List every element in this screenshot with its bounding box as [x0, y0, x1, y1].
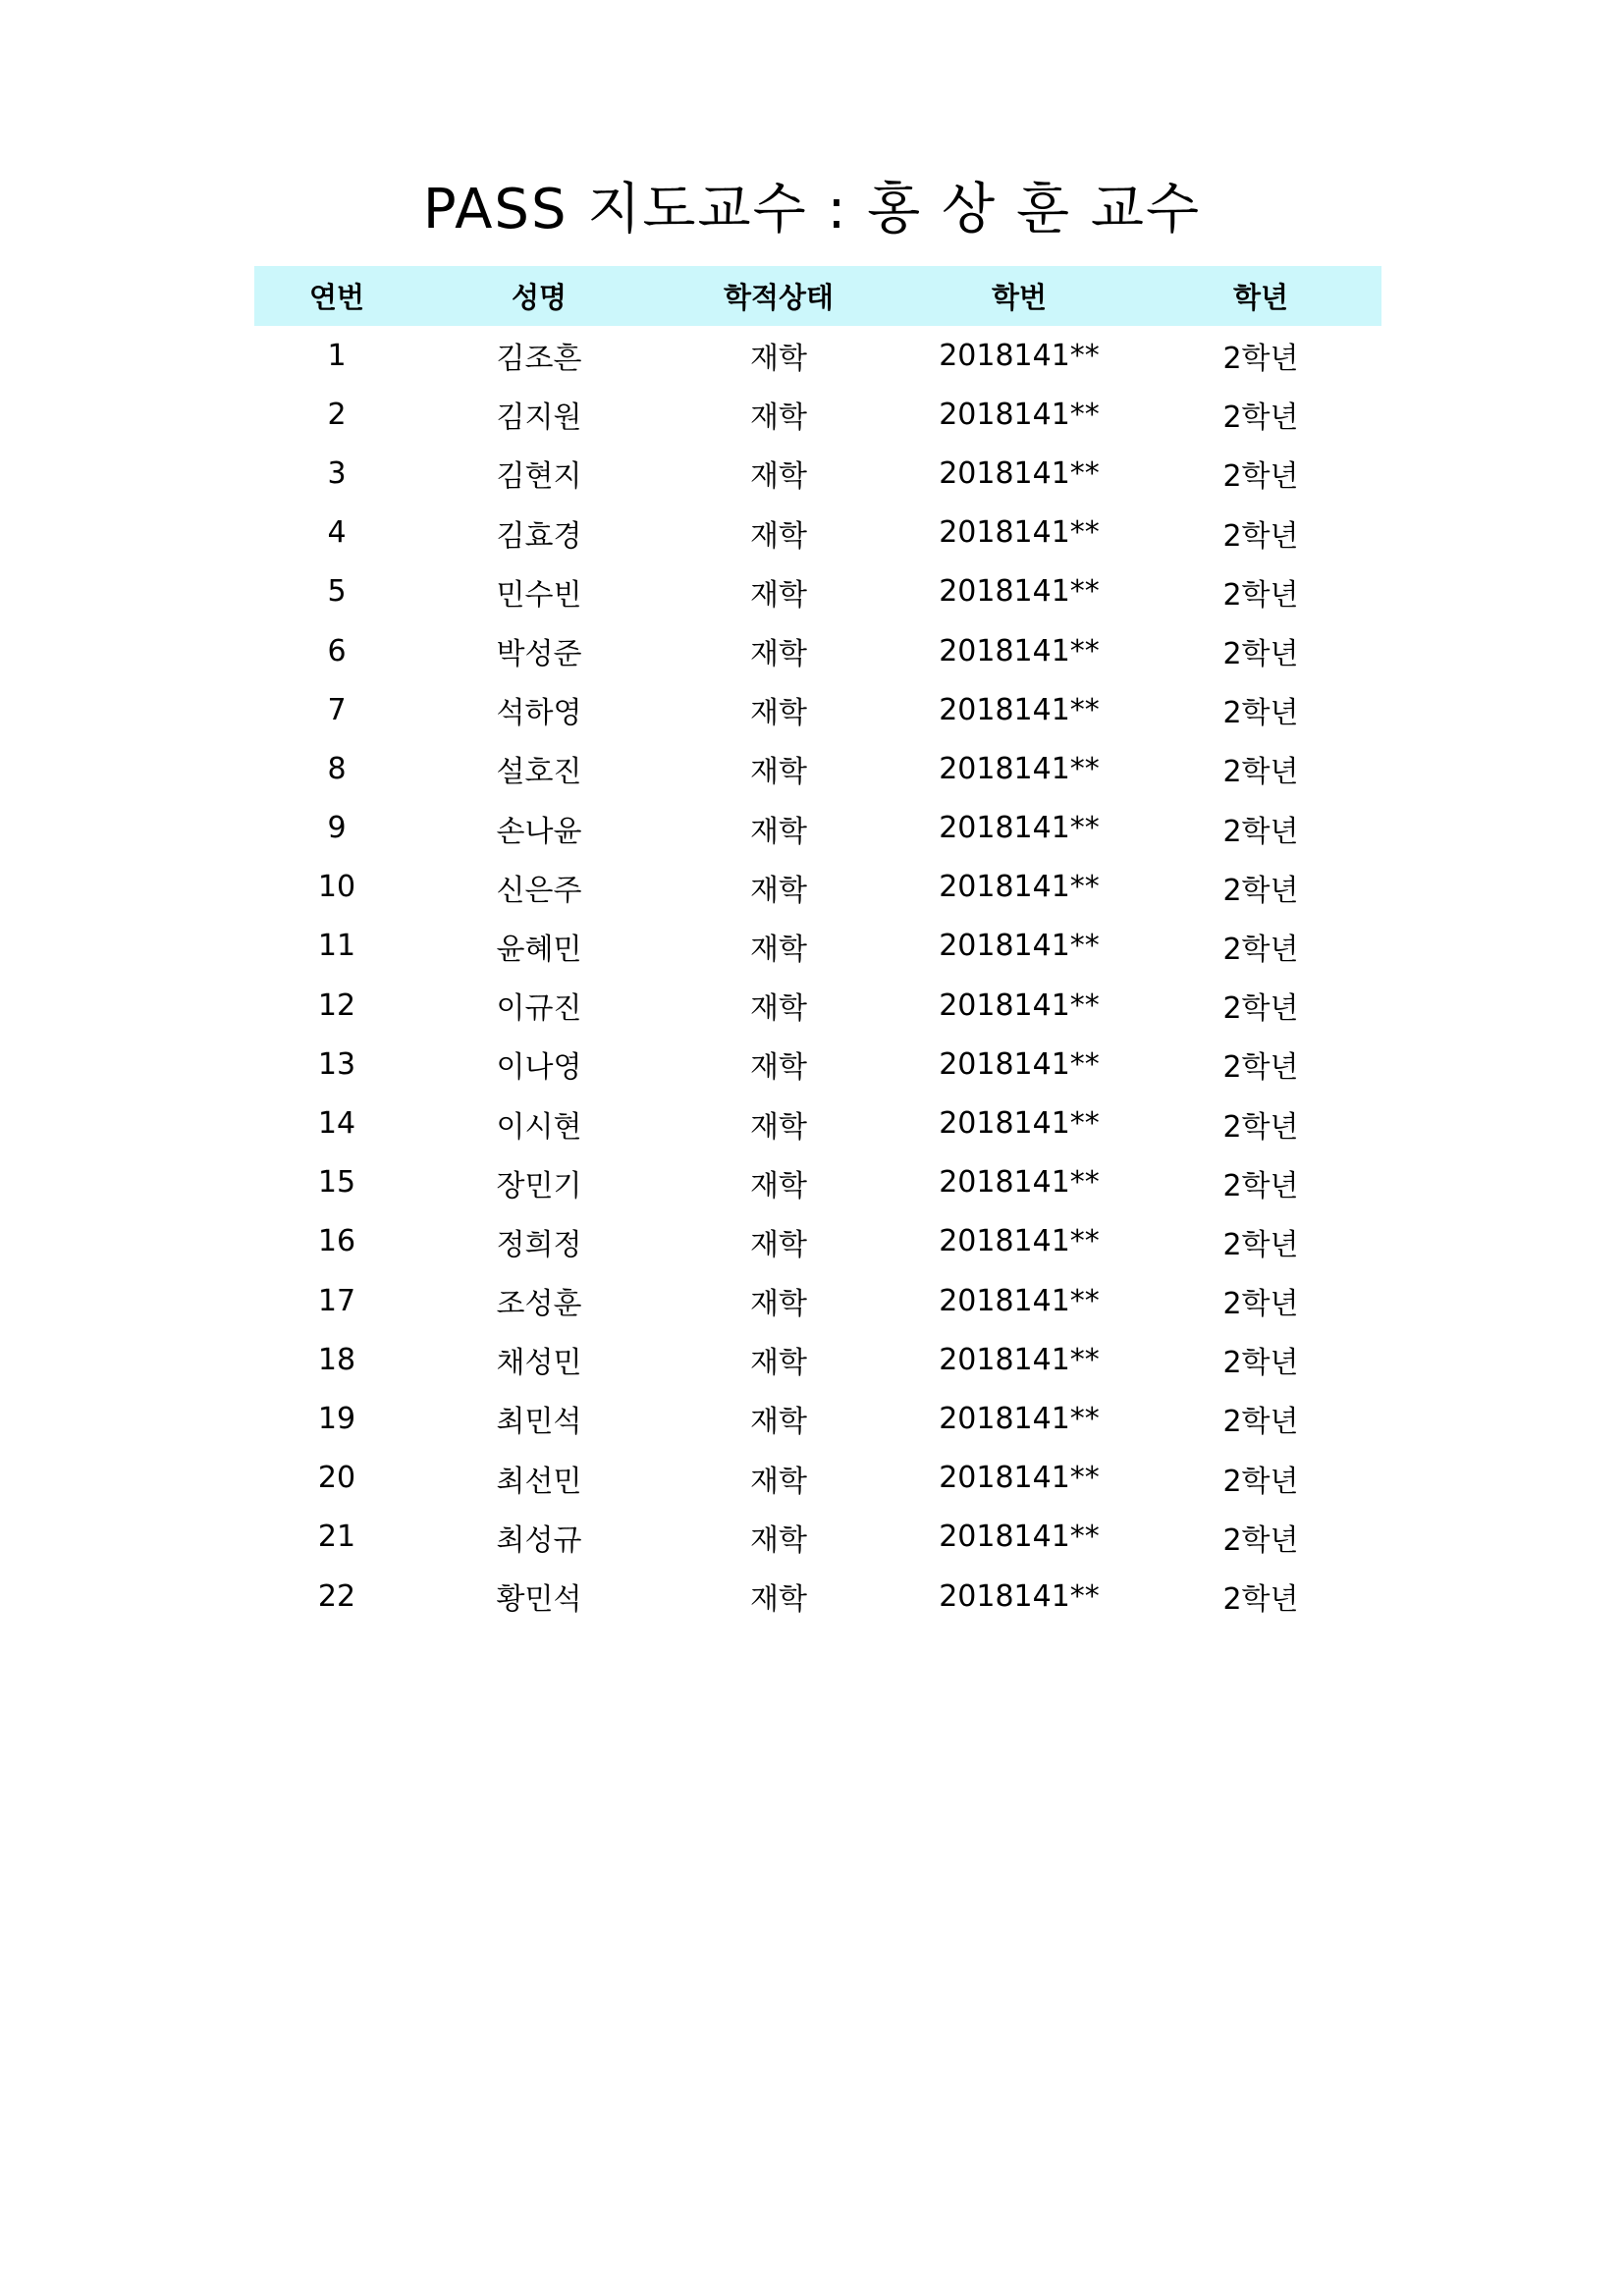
name-cell: 정희정 [496, 1227, 582, 1262]
enrollment-status-cell: 재학 [750, 696, 807, 731]
serial-number-cell: 5 [327, 574, 347, 610]
grade-cell: 2학년 [1222, 755, 1299, 790]
serial-number-cell: 20 [317, 1461, 356, 1496]
enrollment-status-cell: 재학 [750, 577, 807, 613]
student-id-cell: 2018141** [939, 988, 1100, 1023]
serial-number-cell: 2 [327, 397, 347, 432]
name-cell: 윤혜민 [496, 932, 582, 967]
header-name: 성명 [511, 281, 568, 314]
table-row [254, 976, 1381, 1035]
grade-cell: 2학년 [1222, 459, 1299, 495]
name-cell: 최선민 [496, 1464, 582, 1499]
enrollment-status-cell: 재학 [750, 1582, 807, 1618]
table-row [254, 1094, 1381, 1152]
table-row [254, 385, 1381, 444]
table-body [254, 326, 1381, 1626]
student-id-cell: 2018141** [939, 1461, 1100, 1496]
student-id-cell: 2018141** [939, 1578, 1100, 1614]
grade-cell: 2학년 [1222, 342, 1299, 377]
grade-cell: 2학년 [1222, 637, 1299, 672]
enrollment-status-cell: 재학 [750, 518, 807, 554]
name-cell: 김효경 [496, 518, 582, 554]
student-id-cell: 2018141** [939, 811, 1100, 846]
name-cell: 신은주 [496, 873, 582, 908]
page-title: PASS 지도교수 : 홍 상 훈 교수 [422, 178, 1202, 241]
name-cell: 채성민 [496, 1346, 582, 1381]
serial-number-cell: 17 [317, 1283, 356, 1318]
enrollment-status-cell: 재학 [750, 991, 807, 1027]
serial-number-cell: 19 [317, 1401, 356, 1436]
table-row [254, 1508, 1381, 1567]
enrollment-status-cell: 재학 [750, 459, 807, 495]
table-row [254, 562, 1381, 621]
name-cell: 조성훈 [496, 1287, 582, 1322]
grade-cell: 2학년 [1222, 1346, 1299, 1381]
student-id-cell: 2018141** [939, 751, 1100, 786]
name-cell: 김지원 [496, 400, 582, 436]
name-cell: 황민석 [496, 1582, 582, 1618]
name-cell: 석하영 [496, 696, 582, 731]
name-cell: 최성규 [496, 1522, 582, 1558]
enrollment-status-cell: 재학 [750, 932, 807, 967]
grade-cell: 2학년 [1222, 1287, 1299, 1322]
grade-cell: 2학년 [1222, 932, 1299, 967]
serial-number-cell: 10 [317, 870, 356, 905]
serial-number-cell: 9 [327, 811, 347, 846]
grade-cell: 2학년 [1222, 991, 1299, 1027]
grade-cell: 2학년 [1222, 1050, 1299, 1086]
table-row [254, 917, 1381, 976]
student-id-cell: 2018141** [939, 338, 1100, 373]
enrollment-status-cell: 재학 [750, 1464, 807, 1499]
enrollment-status-cell: 재학 [750, 342, 807, 377]
student-id-cell: 2018141** [939, 1401, 1100, 1436]
grade-cell: 2학년 [1222, 1109, 1299, 1145]
table-row [254, 1330, 1381, 1389]
grade-cell: 2학년 [1222, 1227, 1299, 1262]
table-row [254, 1271, 1381, 1330]
student-id-cell: 2018141** [939, 397, 1100, 432]
enrollment-status-cell: 재학 [750, 1109, 807, 1145]
table-row [254, 326, 1381, 385]
enrollment-status-cell: 재학 [750, 1405, 807, 1440]
student-id-cell: 2018141** [939, 1224, 1100, 1259]
serial-number-cell: 6 [327, 633, 347, 668]
header-enrollment-status: 학적상태 [723, 281, 835, 314]
serial-number-cell: 3 [327, 455, 347, 491]
enrollment-status-cell: 재학 [750, 1346, 807, 1381]
serial-number-cell: 21 [317, 1520, 356, 1555]
name-cell: 민수빈 [496, 577, 582, 613]
name-cell: 최민석 [496, 1405, 582, 1440]
table-row [254, 739, 1381, 798]
name-cell: 손나윤 [496, 814, 582, 849]
table-row [254, 1389, 1381, 1448]
student-id-cell: 2018141** [939, 1342, 1100, 1377]
student-id-cell: 2018141** [939, 1046, 1100, 1082]
student-id-cell: 2018141** [939, 870, 1100, 905]
serial-number-cell: 8 [327, 751, 347, 786]
student-id-cell: 2018141** [939, 455, 1100, 491]
grade-cell: 2학년 [1222, 873, 1299, 908]
serial-number-cell: 18 [317, 1342, 356, 1377]
student-id-cell: 2018141** [939, 574, 1100, 610]
enrollment-status-cell: 재학 [750, 1050, 807, 1086]
table-row [254, 621, 1381, 680]
name-cell: 이나영 [496, 1050, 582, 1086]
serial-number-cell: 13 [317, 1046, 356, 1082]
grade-cell: 2학년 [1222, 1522, 1299, 1558]
serial-number-cell: 22 [317, 1578, 356, 1614]
grade-cell: 2학년 [1222, 400, 1299, 436]
serial-number-cell: 14 [317, 1106, 356, 1142]
serial-number-cell: 15 [317, 1165, 356, 1201]
student-id-cell: 2018141** [939, 929, 1100, 964]
header-grade: 학년 [1232, 281, 1289, 314]
grade-cell: 2학년 [1222, 518, 1299, 554]
enrollment-status-cell: 재학 [750, 1227, 807, 1262]
grade-cell: 2학년 [1222, 1168, 1299, 1203]
header-serial-number: 연번 [308, 281, 365, 314]
grade-cell: 2학년 [1222, 1405, 1299, 1440]
serial-number-cell: 7 [327, 692, 347, 727]
serial-number-cell: 4 [327, 515, 347, 551]
enrollment-status-cell: 재학 [750, 814, 807, 849]
header-student-id: 학번 [991, 281, 1048, 314]
table-row [254, 1153, 1381, 1212]
enrollment-status-cell: 재학 [750, 1168, 807, 1203]
grade-cell: 2학년 [1222, 814, 1299, 849]
table-header-row [254, 266, 1381, 326]
table-row [254, 1035, 1381, 1094]
student-id-cell: 2018141** [939, 1520, 1100, 1555]
serial-number-cell: 1 [327, 338, 347, 373]
name-cell: 장민기 [496, 1168, 582, 1203]
student-roster-table [254, 266, 1381, 1626]
table-row [254, 444, 1381, 503]
table-row [254, 858, 1381, 917]
name-cell: 박성준 [496, 637, 582, 672]
student-id-cell: 2018141** [939, 515, 1100, 551]
name-cell: 김현지 [496, 459, 582, 495]
table-row [254, 504, 1381, 562]
enrollment-status-cell: 재학 [750, 400, 807, 436]
enrollment-status-cell: 재학 [750, 1287, 807, 1322]
student-id-cell: 2018141** [939, 1165, 1100, 1201]
name-cell: 설호진 [496, 755, 582, 790]
name-cell: 이규진 [496, 991, 582, 1027]
grade-cell: 2학년 [1222, 1582, 1299, 1618]
table-row [254, 799, 1381, 858]
table-row [254, 680, 1381, 739]
enrollment-status-cell: 재학 [750, 1522, 807, 1558]
serial-number-cell: 11 [317, 929, 356, 964]
student-id-cell: 2018141** [939, 692, 1100, 727]
serial-number-cell: 16 [317, 1224, 356, 1259]
grade-cell: 2학년 [1222, 577, 1299, 613]
student-id-cell: 2018141** [939, 1283, 1100, 1318]
grade-cell: 2학년 [1222, 1464, 1299, 1499]
table-row [254, 1212, 1381, 1271]
student-id-cell: 2018141** [939, 633, 1100, 668]
enrollment-status-cell: 재학 [750, 873, 807, 908]
name-cell: 김조흔 [496, 342, 582, 377]
enrollment-status-cell: 재학 [750, 637, 807, 672]
serial-number-cell: 12 [317, 988, 356, 1023]
grade-cell: 2학년 [1222, 696, 1299, 731]
student-id-cell: 2018141** [939, 1106, 1100, 1142]
table-row [254, 1449, 1381, 1508]
table-row [254, 1567, 1381, 1626]
enrollment-status-cell: 재학 [750, 755, 807, 790]
name-cell: 이시현 [496, 1109, 582, 1145]
